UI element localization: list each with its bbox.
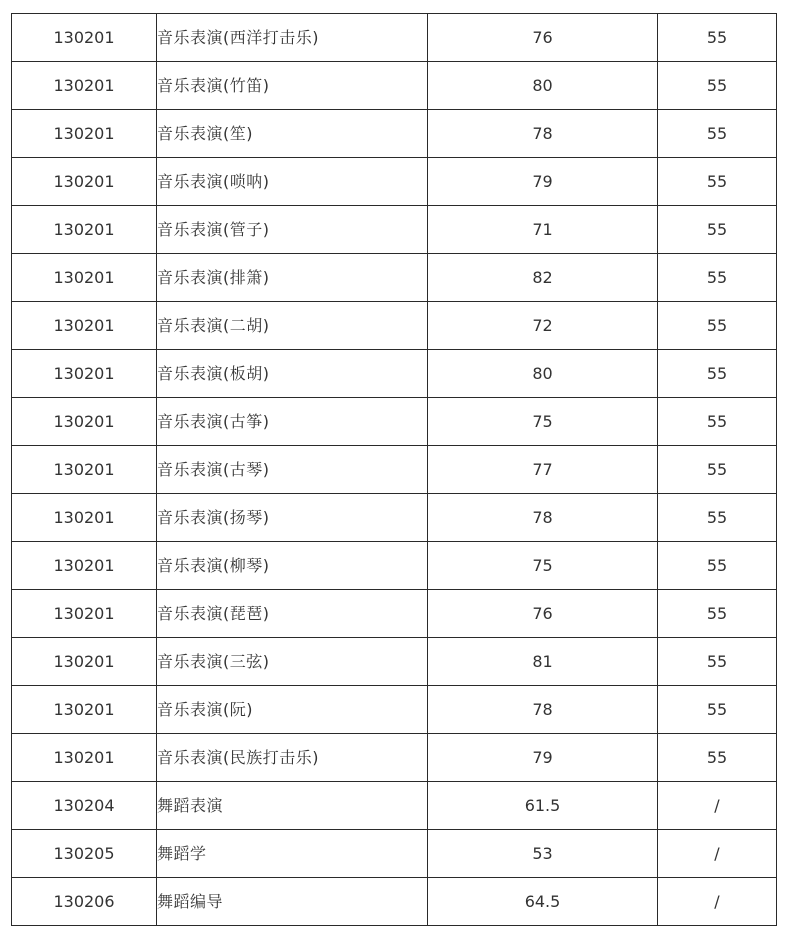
major-name-cell: 音乐表演(竹笛): [157, 62, 428, 110]
score-cell: 75: [428, 542, 658, 590]
score-cell: 76: [428, 590, 658, 638]
major-code-cell: 130201: [12, 302, 157, 350]
table-row: [12, 782, 777, 830]
major-code-cell: 130206: [12, 878, 157, 926]
table-row: [12, 158, 777, 206]
line-cell: 55: [658, 494, 777, 542]
major-code-cell: 130201: [12, 686, 157, 734]
major-code-cell: 130201: [12, 110, 157, 158]
major-name-cell: 音乐表演(扬琴): [157, 494, 428, 542]
score-cell: 53: [428, 830, 658, 878]
line-cell: 55: [658, 62, 777, 110]
major-code-cell: 130201: [12, 206, 157, 254]
line-cell: 55: [658, 638, 777, 686]
major-name-cell: 音乐表演(西洋打击乐): [157, 14, 428, 62]
table-row: [12, 542, 777, 590]
major-code-cell: 130201: [12, 158, 157, 206]
major-name-cell: 音乐表演(琵琶): [157, 590, 428, 638]
table-row: [12, 878, 777, 926]
line-cell: 55: [658, 302, 777, 350]
major-name-cell: 音乐表演(板胡): [157, 350, 428, 398]
score-cell: 81: [428, 638, 658, 686]
table-row: [12, 638, 777, 686]
major-code-cell: 130201: [12, 254, 157, 302]
major-code-cell: 130201: [12, 398, 157, 446]
line-cell: /: [658, 878, 777, 926]
line-cell: 55: [658, 14, 777, 62]
major-name-cell: 音乐表演(古筝): [157, 398, 428, 446]
table-row: [12, 494, 777, 542]
major-name-cell: 音乐表演(排箫): [157, 254, 428, 302]
table-row: [12, 734, 777, 782]
score-cell: 78: [428, 110, 658, 158]
line-cell: /: [658, 830, 777, 878]
line-cell: 55: [658, 398, 777, 446]
table-row: [12, 254, 777, 302]
score-cell: 79: [428, 734, 658, 782]
line-cell: 55: [658, 254, 777, 302]
score-cell: 61.5: [428, 782, 658, 830]
major-name-cell: 音乐表演(二胡): [157, 302, 428, 350]
score-cell: 78: [428, 494, 658, 542]
major-code-cell: 130201: [12, 350, 157, 398]
score-cell: 75: [428, 398, 658, 446]
score-cell: 71: [428, 206, 658, 254]
table-row: [12, 590, 777, 638]
score-table-body: [12, 14, 777, 926]
table-row: [12, 206, 777, 254]
major-name-cell: 音乐表演(三弦): [157, 638, 428, 686]
line-cell: 55: [658, 686, 777, 734]
line-cell: 55: [658, 734, 777, 782]
table-row: [12, 350, 777, 398]
major-code-cell: 130201: [12, 494, 157, 542]
major-name-cell: 音乐表演(古琴): [157, 446, 428, 494]
major-code-cell: 130201: [12, 542, 157, 590]
table-row: [12, 830, 777, 878]
table-row: [12, 62, 777, 110]
major-name-cell: 音乐表演(柳琴): [157, 542, 428, 590]
score-cell: 79: [428, 158, 658, 206]
line-cell: 55: [658, 542, 777, 590]
major-name-cell: 舞蹈编导: [157, 878, 428, 926]
table-row: [12, 14, 777, 62]
score-cell: 72: [428, 302, 658, 350]
major-code-cell: 130201: [12, 638, 157, 686]
major-name-cell: 音乐表演(民族打击乐): [157, 734, 428, 782]
line-cell: 55: [658, 110, 777, 158]
score-cell: 80: [428, 62, 658, 110]
line-cell: /: [658, 782, 777, 830]
table-row: [12, 302, 777, 350]
major-name-cell: 音乐表演(阮): [157, 686, 428, 734]
score-cell: 76: [428, 14, 658, 62]
score-cell: 78: [428, 686, 658, 734]
major-code-cell: 130204: [12, 782, 157, 830]
major-name-cell: 音乐表演(管子): [157, 206, 428, 254]
major-code-cell: 130201: [12, 590, 157, 638]
score-cell: 64.5: [428, 878, 658, 926]
line-cell: 55: [658, 590, 777, 638]
major-code-cell: 130205: [12, 830, 157, 878]
line-cell: 55: [658, 206, 777, 254]
major-code-cell: 130201: [12, 734, 157, 782]
table-row: [12, 398, 777, 446]
line-cell: 55: [658, 158, 777, 206]
major-name-cell: 音乐表演(唢呐): [157, 158, 428, 206]
table-row: [12, 446, 777, 494]
score-cell: 77: [428, 446, 658, 494]
major-name-cell: 舞蹈表演: [157, 782, 428, 830]
major-code-cell: 130201: [12, 62, 157, 110]
line-cell: 55: [658, 446, 777, 494]
line-cell: 55: [658, 350, 777, 398]
major-code-cell: 130201: [12, 446, 157, 494]
score-cell: 82: [428, 254, 658, 302]
table-row: [12, 686, 777, 734]
major-name-cell: 音乐表演(笙): [157, 110, 428, 158]
major-code-cell: 130201: [12, 14, 157, 62]
table-row: [12, 110, 777, 158]
major-name-cell: 舞蹈学: [157, 830, 428, 878]
score-cell: 80: [428, 350, 658, 398]
score-table: [11, 13, 777, 926]
